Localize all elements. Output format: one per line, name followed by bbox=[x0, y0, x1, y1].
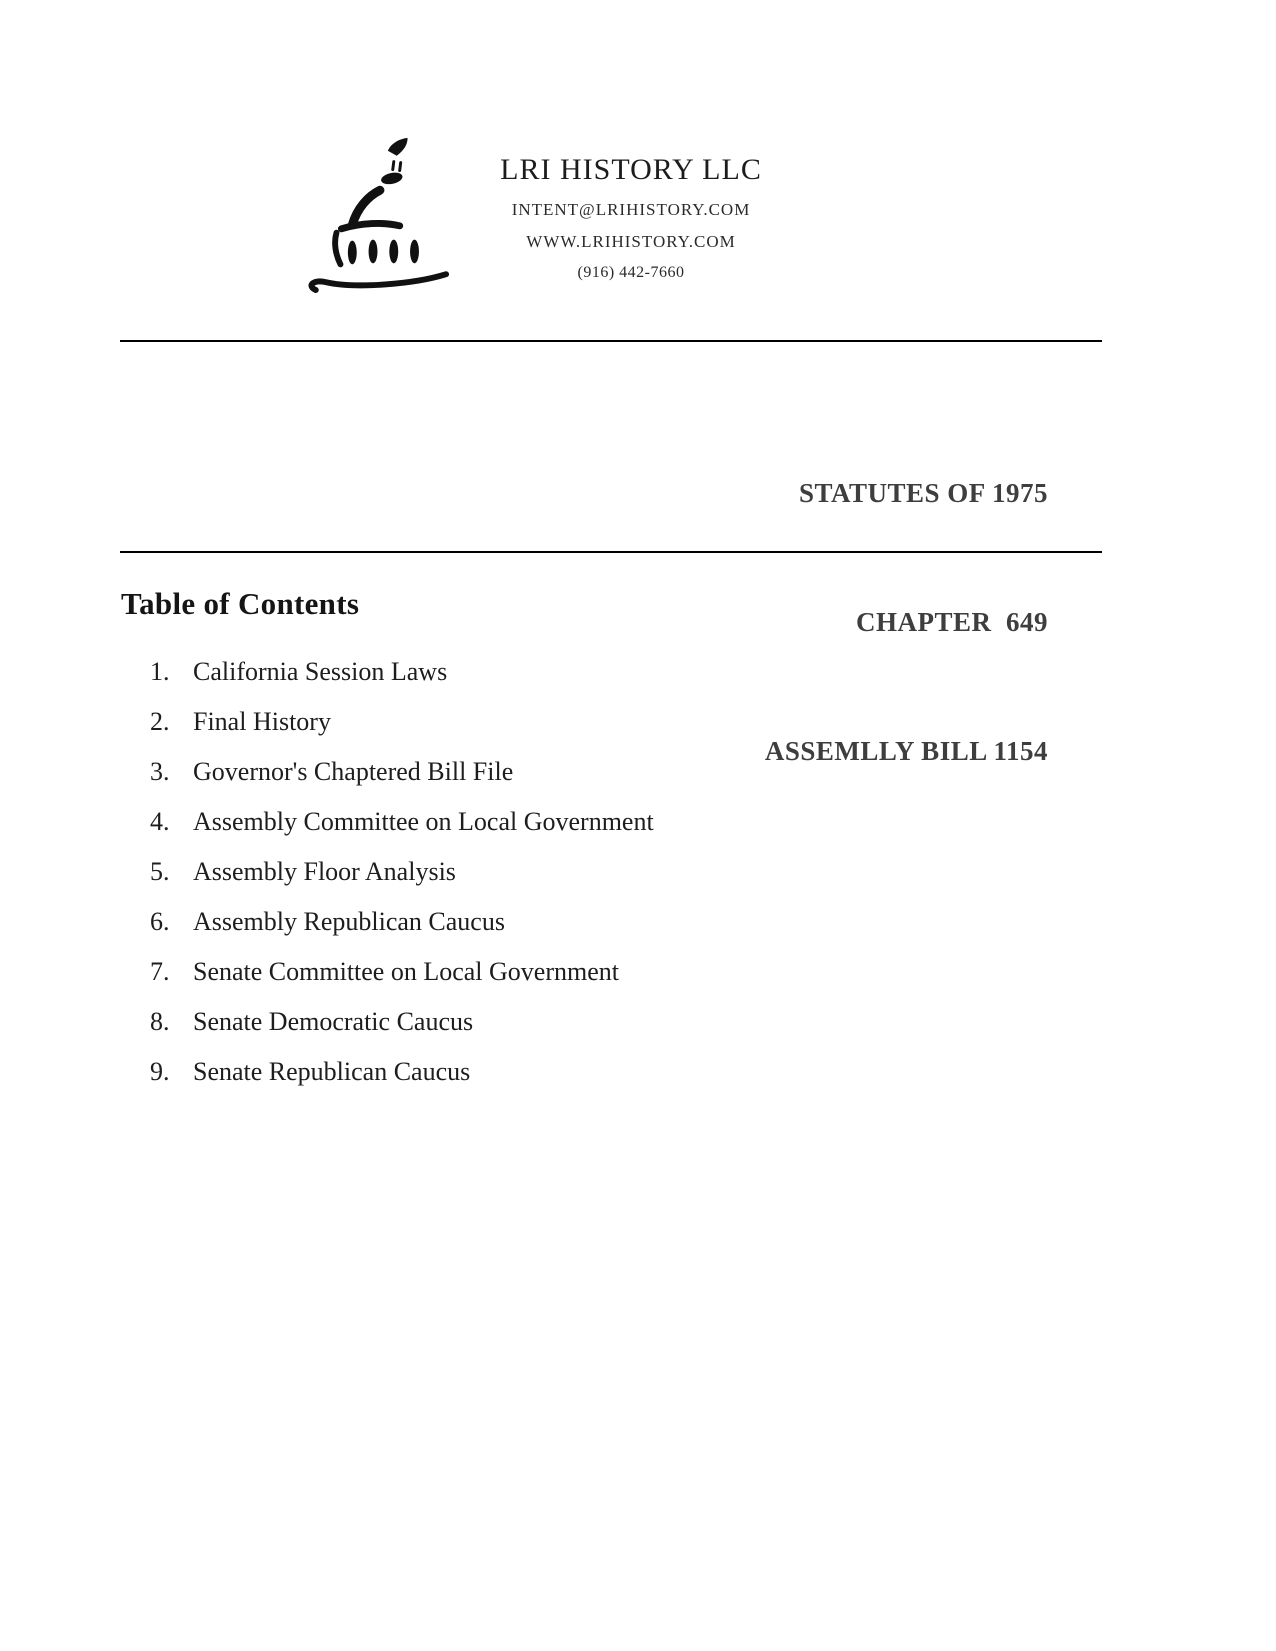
toc-item-label: Governor's Chaptered Bill File bbox=[193, 757, 514, 786]
toc-list bbox=[150, 647, 654, 1097]
toc-item bbox=[150, 1047, 654, 1097]
toc-item-label: Senate Committee on Local Government bbox=[193, 957, 619, 986]
toc-item bbox=[150, 997, 654, 1047]
toc-item bbox=[150, 847, 654, 897]
toc-item-number: 2. bbox=[150, 707, 170, 736]
header-contact-block bbox=[450, 152, 812, 282]
toc-item-label: Final History bbox=[193, 707, 331, 736]
company-website: WWW.LRIHISTORY.COM bbox=[526, 232, 736, 251]
toc-item bbox=[150, 747, 654, 797]
toc-item-number: 9. bbox=[150, 1057, 170, 1086]
toc-item-number: 5. bbox=[150, 857, 170, 886]
toc-item bbox=[150, 897, 654, 947]
company-phone: (916) 442-7660 bbox=[577, 264, 685, 281]
statute-title-block bbox=[765, 386, 1048, 859]
toc-item-number: 8. bbox=[150, 1007, 170, 1036]
toc-item-label: Assembly Floor Analysis bbox=[193, 857, 456, 886]
capitol-dome-logo-icon bbox=[296, 126, 454, 296]
toc-item-label: Senate Democratic Caucus bbox=[193, 1007, 474, 1036]
toc-item-number: 7. bbox=[150, 957, 170, 986]
toc-item-label: Senate Republican Caucus bbox=[193, 1057, 471, 1086]
toc-item-number: 3. bbox=[150, 757, 170, 786]
toc-item bbox=[150, 647, 654, 697]
toc-item-number: 1. bbox=[150, 657, 170, 686]
toc-heading: Table of Contents bbox=[121, 586, 360, 621]
toc-item-number: 4. bbox=[150, 807, 170, 836]
chapter-line: CHAPTER 649 bbox=[855, 607, 1048, 637]
toc-item-label: Assembly Republican Caucus bbox=[193, 907, 505, 936]
company-email: INTENT@LRIHISTORY.COM bbox=[511, 200, 751, 219]
toc-item-label: California Session Laws bbox=[193, 657, 448, 686]
horizontal-rule-top bbox=[120, 340, 1102, 342]
horizontal-rule-bottom bbox=[120, 551, 1102, 553]
toc-item bbox=[150, 797, 654, 847]
assembly-bill-line: ASSEMLLY BILL 1154 bbox=[764, 736, 1048, 766]
toc-item bbox=[150, 947, 654, 997]
toc-item-label: Assembly Committee on Local Government bbox=[193, 807, 654, 836]
company-name: LRI HISTORY LLC bbox=[500, 153, 762, 186]
toc-item bbox=[150, 697, 654, 747]
toc-item-number: 6. bbox=[150, 907, 170, 936]
statutes-year-line: STATUTES OF 1975 bbox=[798, 478, 1048, 508]
